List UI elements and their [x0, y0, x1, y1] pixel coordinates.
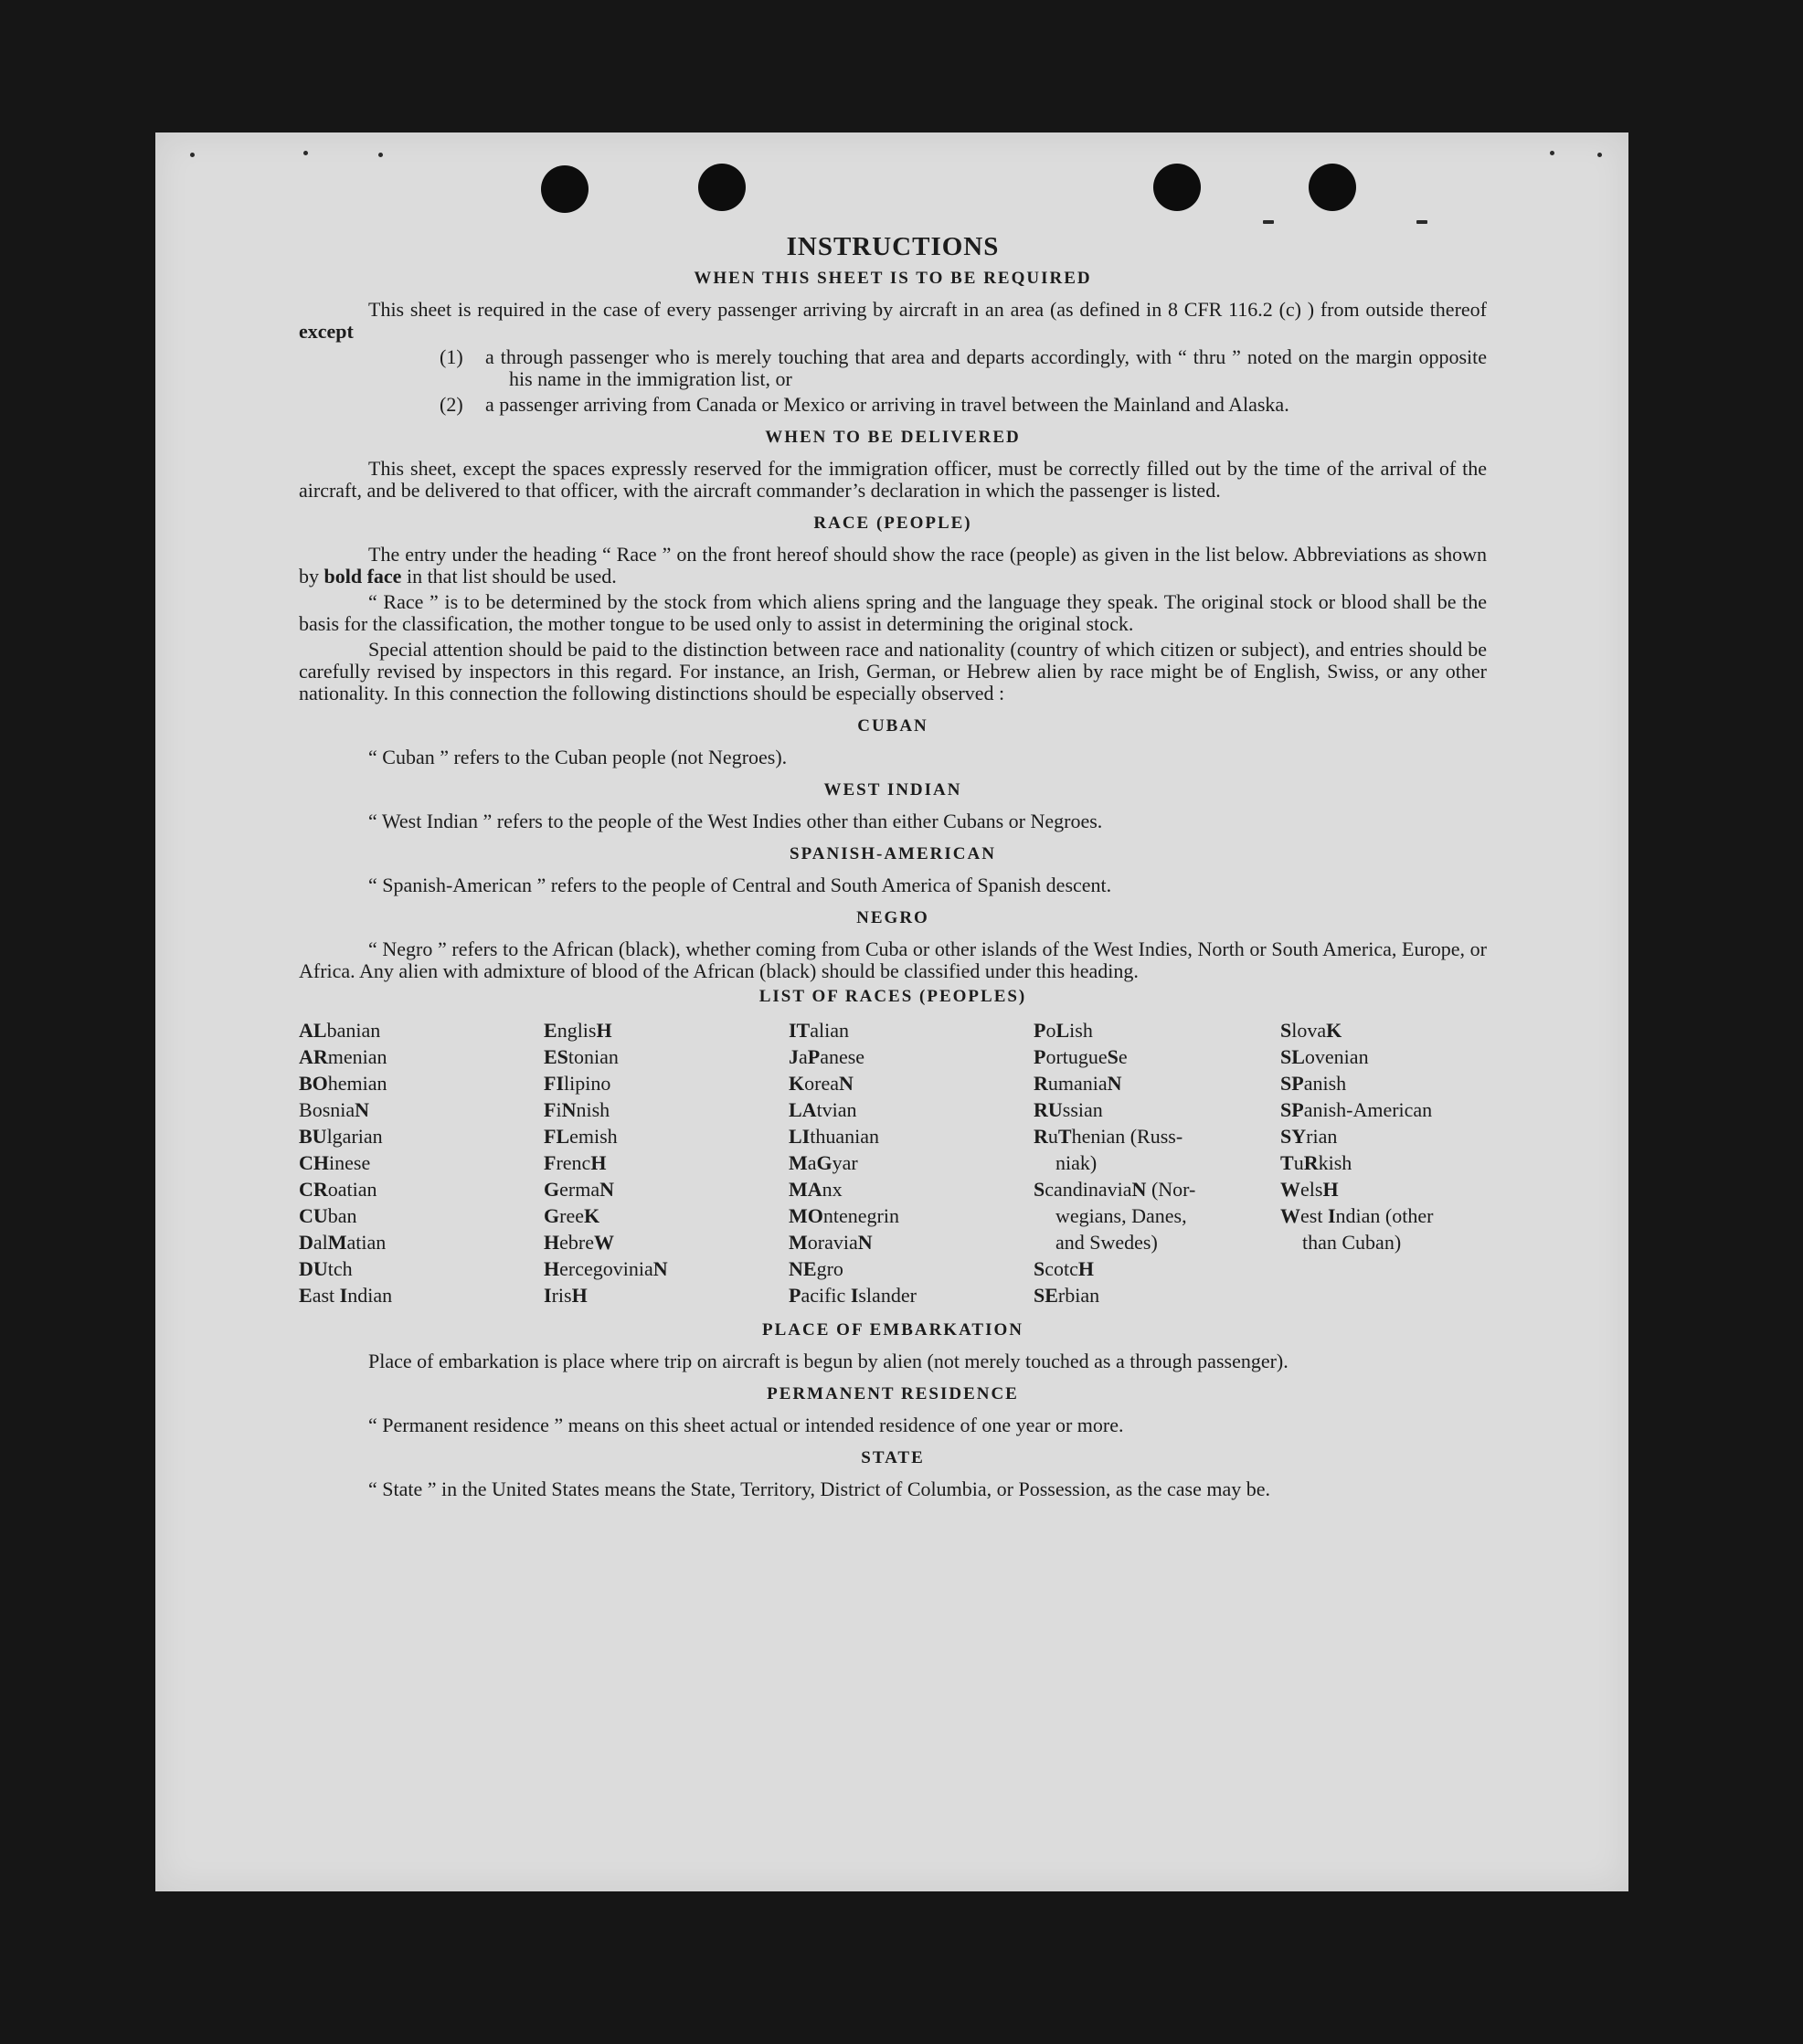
- race-abbrev: N: [1107, 1072, 1122, 1095]
- race-entry: [299, 1017, 544, 1043]
- race-abbrev: R: [1303, 1151, 1319, 1174]
- race-text: ercegovinia: [559, 1257, 653, 1280]
- race-abbrev: MA: [789, 1178, 822, 1201]
- race-abbrev: W: [593, 1231, 614, 1254]
- race-entry: [1280, 1149, 1487, 1176]
- race-abbrev: FI: [544, 1072, 564, 1095]
- race-entry: [299, 1070, 544, 1096]
- race-entry: [544, 1070, 789, 1096]
- race-text: ish: [1069, 1019, 1093, 1042]
- race-entry: [1034, 1255, 1280, 1282]
- race-abbrev: K: [1326, 1019, 1342, 1042]
- race-abbrev: FL: [544, 1125, 570, 1148]
- race-text: o: [1045, 1019, 1056, 1042]
- race-abbrev: I: [850, 1284, 859, 1307]
- race-text: gro: [816, 1257, 843, 1280]
- race-text: cotc: [1045, 1257, 1078, 1280]
- race-abbrev: ES: [544, 1045, 568, 1068]
- speck: [378, 153, 383, 157]
- race-entry: [544, 1202, 789, 1229]
- race-text: thuanian: [810, 1125, 880, 1148]
- page-title: INSTRUCTIONS: [786, 232, 1000, 261]
- race-text: niak): [1055, 1151, 1098, 1174]
- race-abbrev: F: [544, 1151, 557, 1174]
- race-text: kish: [1318, 1151, 1352, 1174]
- race-entry: [789, 1229, 1034, 1255]
- race-text: lova: [1291, 1019, 1327, 1042]
- race-abbrev: BU: [299, 1125, 327, 1148]
- race-entry: [789, 1176, 1034, 1202]
- race-text: oravia: [807, 1231, 858, 1254]
- race-text: yar: [832, 1151, 858, 1174]
- race-abbrev: J: [789, 1045, 799, 1068]
- race-abbrev: T: [1280, 1151, 1294, 1174]
- delivered-text: This sheet, except the spaces expressly reserved for the immigration officer, must be correctly filled out by the time of the arrival of the aircraft, and be delivered to that officer, with the aircraft commander’s declaration in which the passenger is listed.: [299, 457, 1487, 502]
- race-abbrev: I: [1327, 1204, 1336, 1227]
- race-text: nglis: [557, 1019, 597, 1042]
- section-heading-residence: PERMANENT RESIDENCE: [767, 1384, 1019, 1403]
- race-abbrev: P: [1034, 1045, 1046, 1068]
- race-text: ebre: [559, 1231, 594, 1254]
- race-entry: [544, 1176, 789, 1202]
- race-abbrev: H: [571, 1284, 588, 1307]
- required-item-1: [299, 346, 1487, 390]
- race-abbrev: LI: [789, 1125, 811, 1148]
- section-heading-required: WHEN THIS SHEET IS TO BE REQUIRED: [694, 269, 1092, 288]
- section-heading-delivered: WHEN TO BE DELIVERED: [765, 428, 1021, 447]
- race-abbrev: H: [590, 1151, 607, 1174]
- race-abbrev: SP: [1280, 1098, 1304, 1121]
- race-text: alian: [810, 1019, 850, 1042]
- race-abbrev: CU: [299, 1204, 328, 1227]
- race-abbrev: M: [789, 1151, 808, 1174]
- race-abbrev: SE: [1034, 1284, 1058, 1307]
- race-text: (Nor-: [1146, 1178, 1196, 1201]
- race-p1-bold: bold face: [323, 565, 402, 588]
- race-abbrev: N: [838, 1072, 854, 1095]
- race-abbrev: BO: [299, 1072, 328, 1095]
- race-text: i: [556, 1098, 562, 1121]
- list-of-races-heading: LIST OF RACES (PEOPLES): [758, 987, 1027, 1006]
- race-entry: [1280, 1123, 1487, 1149]
- race-entry: [1280, 1229, 1487, 1255]
- race-text: wegians, Danes,: [1055, 1204, 1187, 1227]
- race-entry: [544, 1282, 789, 1308]
- race-entry: [1280, 1017, 1487, 1043]
- race-text: renc: [556, 1151, 591, 1174]
- race-text: ban: [327, 1204, 357, 1227]
- race-abbrev: M: [327, 1231, 347, 1254]
- punch-hole: [1153, 164, 1201, 211]
- section-heading-embarkation: PLACE OF EMBARKATION: [762, 1320, 1023, 1340]
- race-text: tvian: [816, 1098, 857, 1121]
- race-text: B: [299, 1098, 313, 1121]
- speck: [1263, 220, 1274, 224]
- race-abbrev: N: [652, 1257, 668, 1280]
- residence-text: “ Permanent residence ” means on this sheet actual or intended residence of one year or more.: [368, 1414, 1124, 1436]
- race-entry: [1034, 1123, 1280, 1149]
- races-column: [299, 1017, 544, 1308]
- race-text: e: [1118, 1045, 1128, 1068]
- race-abbrev: SL: [1280, 1045, 1305, 1068]
- race-text: osnia: [312, 1098, 355, 1121]
- race-entry: [789, 1070, 1034, 1096]
- race-text: u: [1293, 1151, 1304, 1174]
- race-text: atian: [346, 1231, 387, 1254]
- race-abbrev: H: [1077, 1257, 1095, 1280]
- race-abbrev: IT: [789, 1019, 811, 1042]
- required-item-2: [299, 394, 1487, 416]
- cuban-text: “ Cuban ” refers to the Cuban people (not Negroes).: [368, 746, 788, 768]
- negro-text: “ Negro ” refers to the African (black), whether coming from Cuba or other islands of the West Indies, North or South America, Europe, or Africa. Any alien with admixture of blood of the African (black) should be classified under this heading.: [299, 937, 1487, 982]
- race-text: oatian: [327, 1178, 377, 1201]
- race-entry: [299, 1282, 544, 1308]
- race-text: ndian: [347, 1284, 393, 1307]
- race-entry: [544, 1017, 789, 1043]
- race-text: ndian (other: [1335, 1204, 1434, 1227]
- race-abbrev: AR: [299, 1045, 328, 1068]
- race-entry: [1034, 1176, 1280, 1202]
- race-entry: [299, 1123, 544, 1149]
- race-entry: [1280, 1176, 1487, 1202]
- race-entry: [1034, 1149, 1280, 1176]
- race-text: erma: [559, 1178, 600, 1201]
- race-abbrev: S: [1034, 1178, 1045, 1201]
- race-entry: [299, 1149, 544, 1176]
- race-entry: [299, 1043, 544, 1070]
- race-entry: [1034, 1282, 1280, 1308]
- race-abbrev: W: [1280, 1178, 1300, 1201]
- item-text: a passenger arriving from Canada or Mexico or arriving in travel between the Mainland and Alaska.: [485, 393, 1289, 416]
- race-abbrev: DU: [299, 1257, 328, 1280]
- race-entry: [299, 1255, 544, 1282]
- race-abbrev: NE: [789, 1257, 817, 1280]
- race-text: nx: [822, 1178, 843, 1201]
- race-entry: [1280, 1096, 1487, 1123]
- race-text: henian (Russ-: [1071, 1125, 1183, 1148]
- race-abbrev: K: [583, 1204, 600, 1227]
- race-abbrev: SY: [1280, 1125, 1307, 1148]
- race-abbrev: N: [599, 1178, 614, 1201]
- races-column: [1280, 1017, 1487, 1308]
- race-paragraph-2: “ Race ” is to be determined by the stock from which aliens spring and the language they speak. The original stock or blood shall be the basis for the classification, the mother tongue to be used only to assist in determining the original stock.: [299, 590, 1487, 635]
- race-abbrev: CH: [299, 1151, 329, 1174]
- race-abbrev: N: [355, 1098, 370, 1121]
- race-abbrev: P: [1034, 1019, 1046, 1042]
- speck: [190, 153, 195, 157]
- race-entry: [544, 1096, 789, 1123]
- race-entry: [1280, 1070, 1487, 1096]
- race-abbrev: H: [544, 1231, 560, 1254]
- race-abbrev: LA: [789, 1098, 817, 1121]
- speck: [1597, 153, 1602, 157]
- race-paragraph-1: [299, 544, 1487, 588]
- race-text: tonian: [567, 1045, 619, 1068]
- race-text: a: [807, 1151, 817, 1174]
- race-text: rbian: [1057, 1284, 1100, 1307]
- race-paragraph-3: Special attention should be paid to the distinction between race and nationality (country of which citizen or subject), and entries should be carefully revised by inspectors in this regard. For instance, an Irish, German, or Hebrew alien by race might be of English, Swiss, or any other nationality. In this connection the following distinctions should be especially observed :: [299, 638, 1487, 704]
- race-text: anese: [820, 1045, 865, 1068]
- race-text: menian: [327, 1045, 387, 1068]
- race-text: anish: [1303, 1072, 1347, 1095]
- race-abbrev: G: [816, 1151, 833, 1174]
- race-text: slander: [858, 1284, 917, 1307]
- race-entry: [299, 1096, 544, 1123]
- race-text: and Swedes): [1055, 1231, 1158, 1254]
- race-abbrev: H: [1322, 1178, 1339, 1201]
- race-text: than Cuban): [1302, 1231, 1402, 1254]
- spanish-american-text: “ Spanish-American ” refers to the people of Central and South America of Spanish descent.: [368, 874, 1112, 896]
- race-entry: [1280, 1043, 1487, 1070]
- item-number: (1): [440, 345, 463, 368]
- race-entry: [1034, 1017, 1280, 1043]
- race-text: tch: [327, 1257, 353, 1280]
- race-text: rian: [1306, 1125, 1338, 1148]
- races-column: [544, 1017, 789, 1308]
- race-text: umania: [1047, 1072, 1108, 1095]
- race-abbrev: MO: [789, 1204, 823, 1227]
- race-text: ssian: [1062, 1098, 1103, 1121]
- item-text: a through passenger who is merely touching that area and departs accordingly, with “ thru ” noted on the margin opposite his name in the immigration list, or: [485, 345, 1487, 390]
- race-abbrev: W: [1280, 1204, 1300, 1227]
- race-entry: [789, 1017, 1034, 1043]
- embarkation-text: Place of embarkation is place where trip on aircraft is begun by alien (not merely touched as a through passenger).: [368, 1350, 1289, 1372]
- race-text: orea: [804, 1072, 839, 1095]
- required-intro-text: This sheet is required in the case of every passenger arriving by aircraft in an area (as defined in 8 CFR 116.2 (c) ) from outside thereof: [368, 298, 1487, 321]
- race-abbrev: AL: [299, 1019, 327, 1042]
- race-entry: [544, 1229, 789, 1255]
- race-entry: [544, 1043, 789, 1070]
- race-p1-start: The entry under the heading “ Race ” on the front hereof should show the race (people) as given in the list below. Abbreviations as shown by: [299, 543, 1487, 588]
- race-text: acific: [801, 1284, 851, 1307]
- race-text: anish-American: [1303, 1098, 1433, 1121]
- race-abbrev: M: [789, 1231, 808, 1254]
- speck: [1550, 151, 1554, 155]
- race-abbrev: E: [544, 1019, 557, 1042]
- west-indian-text: “ West Indian ” refers to the people of the West Indies other than either Cubans or Negroes.: [368, 810, 1103, 832]
- section-heading-west-indian: WEST INDIAN: [823, 780, 962, 800]
- races-column: [1034, 1017, 1280, 1308]
- race-abbrev: P: [789, 1284, 801, 1307]
- race-entry: [789, 1096, 1034, 1123]
- race-text: ris: [551, 1284, 572, 1307]
- race-entry: [789, 1123, 1034, 1149]
- item-number: (2): [440, 393, 463, 416]
- race-entry: [1034, 1229, 1280, 1255]
- race-entry: [1034, 1096, 1280, 1123]
- section-heading-negro: NEGRO: [856, 908, 929, 927]
- race-abbrev: N: [1131, 1178, 1147, 1201]
- race-abbrev: G: [544, 1204, 560, 1227]
- race-text: candinavia: [1045, 1178, 1132, 1201]
- punch-hole: [1309, 164, 1356, 211]
- race-text: banian: [326, 1019, 381, 1042]
- race-entry: [789, 1043, 1034, 1070]
- race-abbrev: CR: [299, 1178, 328, 1201]
- race-abbrev: H: [596, 1019, 612, 1042]
- state-text: “ State ” in the United States means the State, Territory, District of Columbia, or Possession, as the case may be.: [368, 1477, 1271, 1500]
- race-text: ast: [312, 1284, 340, 1307]
- race-abbrev: D: [299, 1231, 313, 1254]
- race-entry: [789, 1202, 1034, 1229]
- race-abbrev: F: [544, 1098, 557, 1121]
- race-text: lipino: [564, 1072, 611, 1095]
- race-entry: [1034, 1070, 1280, 1096]
- race-entry: [1034, 1202, 1280, 1229]
- race-abbrev: SP: [1280, 1072, 1304, 1095]
- speck: [303, 151, 308, 155]
- race-abbrev: N: [561, 1098, 577, 1121]
- race-text: els: [1300, 1178, 1323, 1201]
- race-abbrev: I: [339, 1284, 348, 1307]
- race-text: nish: [576, 1098, 610, 1121]
- section-heading-spanish-american: SPANISH-AMERICAN: [790, 844, 996, 863]
- race-abbrev: P: [807, 1045, 821, 1068]
- race-text: emish: [569, 1125, 618, 1148]
- race-text: ovenian: [1304, 1045, 1369, 1068]
- race-abbrev: R: [1034, 1072, 1048, 1095]
- race-abbrev: I: [544, 1284, 552, 1307]
- race-abbrev: K: [789, 1072, 805, 1095]
- race-abbrev: E: [299, 1284, 313, 1307]
- section-heading-race: RACE (PEOPLE): [813, 514, 972, 533]
- race-abbrev: S: [1280, 1019, 1292, 1042]
- race-abbrev: N: [857, 1231, 873, 1254]
- speck: [1416, 220, 1427, 224]
- race-text: est: [1300, 1204, 1328, 1227]
- race-entry: [544, 1123, 789, 1149]
- races-list: [299, 1017, 1487, 1308]
- race-text: lgarian: [326, 1125, 383, 1148]
- punch-hole: [541, 165, 589, 213]
- race-abbrev: S: [1034, 1257, 1045, 1280]
- section-heading-state: STATE: [861, 1448, 925, 1467]
- race-p1-end: in that list should be used.: [406, 565, 617, 588]
- race-text: ntenegrin: [822, 1204, 899, 1227]
- race-entry: [299, 1202, 544, 1229]
- race-text: inese: [329, 1151, 371, 1174]
- required-intro-bold: except: [299, 320, 354, 343]
- race-entry: [1034, 1043, 1280, 1070]
- race-entry: [299, 1229, 544, 1255]
- race-text: ree: [559, 1204, 584, 1227]
- race-text: ortugue: [1045, 1045, 1108, 1068]
- race-text: a: [799, 1045, 808, 1068]
- document-sheet: [155, 132, 1628, 1891]
- race-abbrev: L: [1055, 1019, 1070, 1042]
- race-text: hemian: [327, 1072, 387, 1095]
- instructions-content: [299, 231, 1487, 1504]
- race-abbrev: G: [544, 1178, 560, 1201]
- required-intro: [299, 299, 1487, 343]
- race-entry: [544, 1255, 789, 1282]
- race-entry: [789, 1282, 1034, 1308]
- race-entry: [544, 1149, 789, 1176]
- race-abbrev: RU: [1034, 1098, 1063, 1121]
- races-column: [789, 1017, 1034, 1308]
- race-abbrev: R: [1034, 1125, 1048, 1148]
- race-abbrev: T: [1057, 1125, 1072, 1148]
- race-text: al: [313, 1231, 328, 1254]
- race-entry: [789, 1149, 1034, 1176]
- race-abbrev: S: [1107, 1045, 1119, 1068]
- section-heading-cuban: CUBAN: [857, 716, 928, 736]
- race-text: u: [1047, 1125, 1058, 1148]
- race-entry: [299, 1176, 544, 1202]
- race-entry: [789, 1255, 1034, 1282]
- race-abbrev: H: [544, 1257, 560, 1280]
- race-entry: [1280, 1202, 1487, 1229]
- punch-hole: [698, 164, 746, 211]
